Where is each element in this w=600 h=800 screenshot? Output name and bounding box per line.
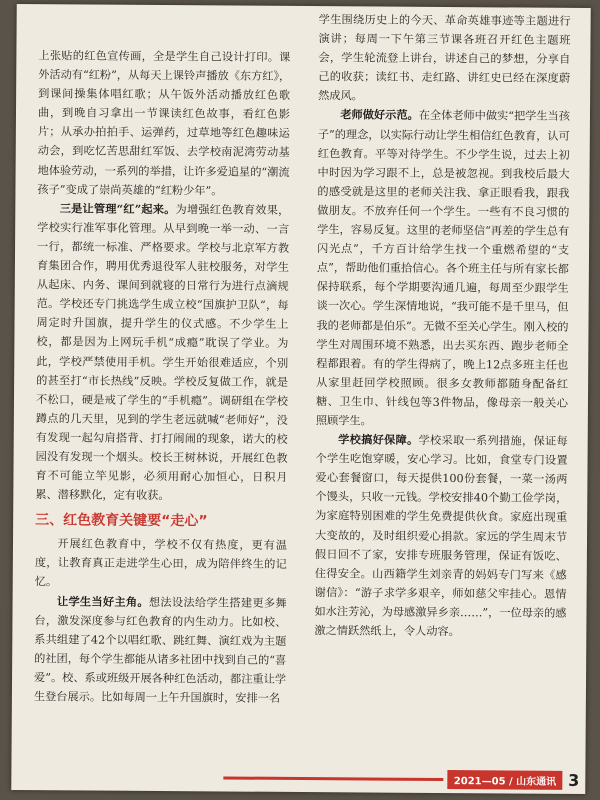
issue-label: 2021—05 / 山东通讯 [448,770,563,790]
page-footer [224,768,586,790]
paragraph-body: 在全体老师中做实“把学生当孩子”的理念，以实际行动让学生相信红色教育，认可红色教育。平等对待学生。不少学生说，过去上初中时因为学习跟不上，总是被忽视。到我校后最大的感受就是这里的老师关注我、拿正眼看我，跟我做朋友。不放弃任何一个学生。一些有不良习惯的学生，容易反复。这里的老师坚信“再差的学生总有闪光点”，千方百计给学生找一个重燃希望的“支点”，帮助他们重拾信心。各个班主任与所有家长都保持联系，每个学期要沟通几遍，每周至少跟学生谈一次心。学生深情地说，“我可能不是千里马，但我的老师都是伯乐”。无微不至关心学生。刚入校的学生对周围环境不熟悉，出去买东西、跑步老师全程都跟着。有的学生得病了，晚上12点多班主任也从家里赶回学校照顾。很多女教师都随身配备红糖、卫生巾、针线包等3件物品，像母亲一般关心照顾学生。 [315,109,571,428]
paragraph-lead: 让学生当好主角。 [56,593,149,609]
magazine-page [11,4,590,794]
page-number: 3 [568,770,580,790]
right-column [314,10,570,642]
paragraph [314,430,567,642]
paragraph [34,592,287,708]
paragraph: 开展红色教育中，学校不仅有热度，更有温度，让教育真正走进学生心田，成为陪伴终生的记忆。 [34,537,288,589]
paragraph [35,199,289,506]
paragraph-lead: 三是让管理“红”起来。 [59,201,176,216]
paragraph-body: 学校采取一系列措施，保证每个学生吃饱穿暖，安心学习。比如，食堂专门设置爱心套餐窗口，每天提供100份套餐，一菜一汤两个馒头，只收一元钱。学校安排40个勤工俭学岗，为家庭特别困难的学生免费提供伙食。家庭出现重大变故的，及时组织爱心捐款。家远的学生周末节假日回不了家，安排专班服务管理，保证有饭吃、住得安全。山西籍学生刘亲青的妈妈专门写来《感谢信》：“游子求学多艰辛，师如慈父牢挂心。恩情如水注芳沁，为母感激异乡亲……”，一位母亲的感激之情跃然纸上，令人动容。 [314,433,568,639]
paragraph [316,106,570,432]
footer-rule [224,776,444,781]
paragraph-lead: 学校搞好保障。 [338,432,419,447]
paragraph-body: 想法设法给学生搭建更多舞台，激发深度参与红色教育的内生动力。比如校、系共组建了42个以唱红歌、跳红舞、演红戏为主题的社团，每个学生都能从诸多社团中找到自己的“喜爱”。校、系或班级开展各种红色活动，都注重让学生登台展示。比如每周一上午升国旗时，安排一名 [33,595,287,705]
left-column [34,46,291,708]
paragraph-lead: 老师做好示范。 [340,107,419,123]
section-heading: 三、红色教育关键要“走心” [35,512,208,530]
paragraph-body: 为增强红色教育效果，学校实行准军事化管理。从早到晚一举一动、一言一行，都统一标准、严格要求。学校与北京军方教育集团合作，聘用优秀退役军人驻校服务，对学生从起床、内务、课间到就寝的日常行为进行点滴规范。学校还专门挑选学生成立校“国旗护卫队”，每周定时升国旗，提升学生的仪式感。不少学生上校，都是因为上网玩手机“成瘾”耽误了学业。为此，学校严禁使用手机。学生开始很难适应，个别的甚至打“市长热线”反映。学校反复做工作，就是不松口，硬是戒了学生的“手机瘾”。调研组在学校蹲点的几天里，见到的学生老远就喊“老师好”，没有发现一起勾肩搭背、打打闹闹的现象，诺大的校园没有发现一个烟头。校长王树林说，开展红色教育不可能立竿见影，必须用耐心加恒心，日积月累、潜移默化，定有收获。 [35,202,290,503]
paragraph: 学生围绕历史上的今天、革命英雄事迹等主题进行演讲；每周一下午第三节课各班召开红色主题班会，学生轮流登上讲台，讲述自己的梦想，分享自己的收获；读红书、走红路、讲红史已经在深度蔚然成风。 [318,13,571,103]
paragraph: 上张贴的红色宣传画，全是学生自己设计打印。课外活动有“红粉”，从每天上课铃声播放《东方红》，到课间操集体唱红歌；从午饭外活动播放红色歌曲，到晚自习拿出一节课读红色故事，看红色影片；从承办拍拍手、运弹药，过草地等红色趣味运动会，到吃忆苦思甜红军饭、去学校南泥湾劳动基地体验劳动，一系列的举措，让许多爱追星的“潮流孩子”变成了崇尚英雄的“红粉少年”。 [37,49,291,198]
